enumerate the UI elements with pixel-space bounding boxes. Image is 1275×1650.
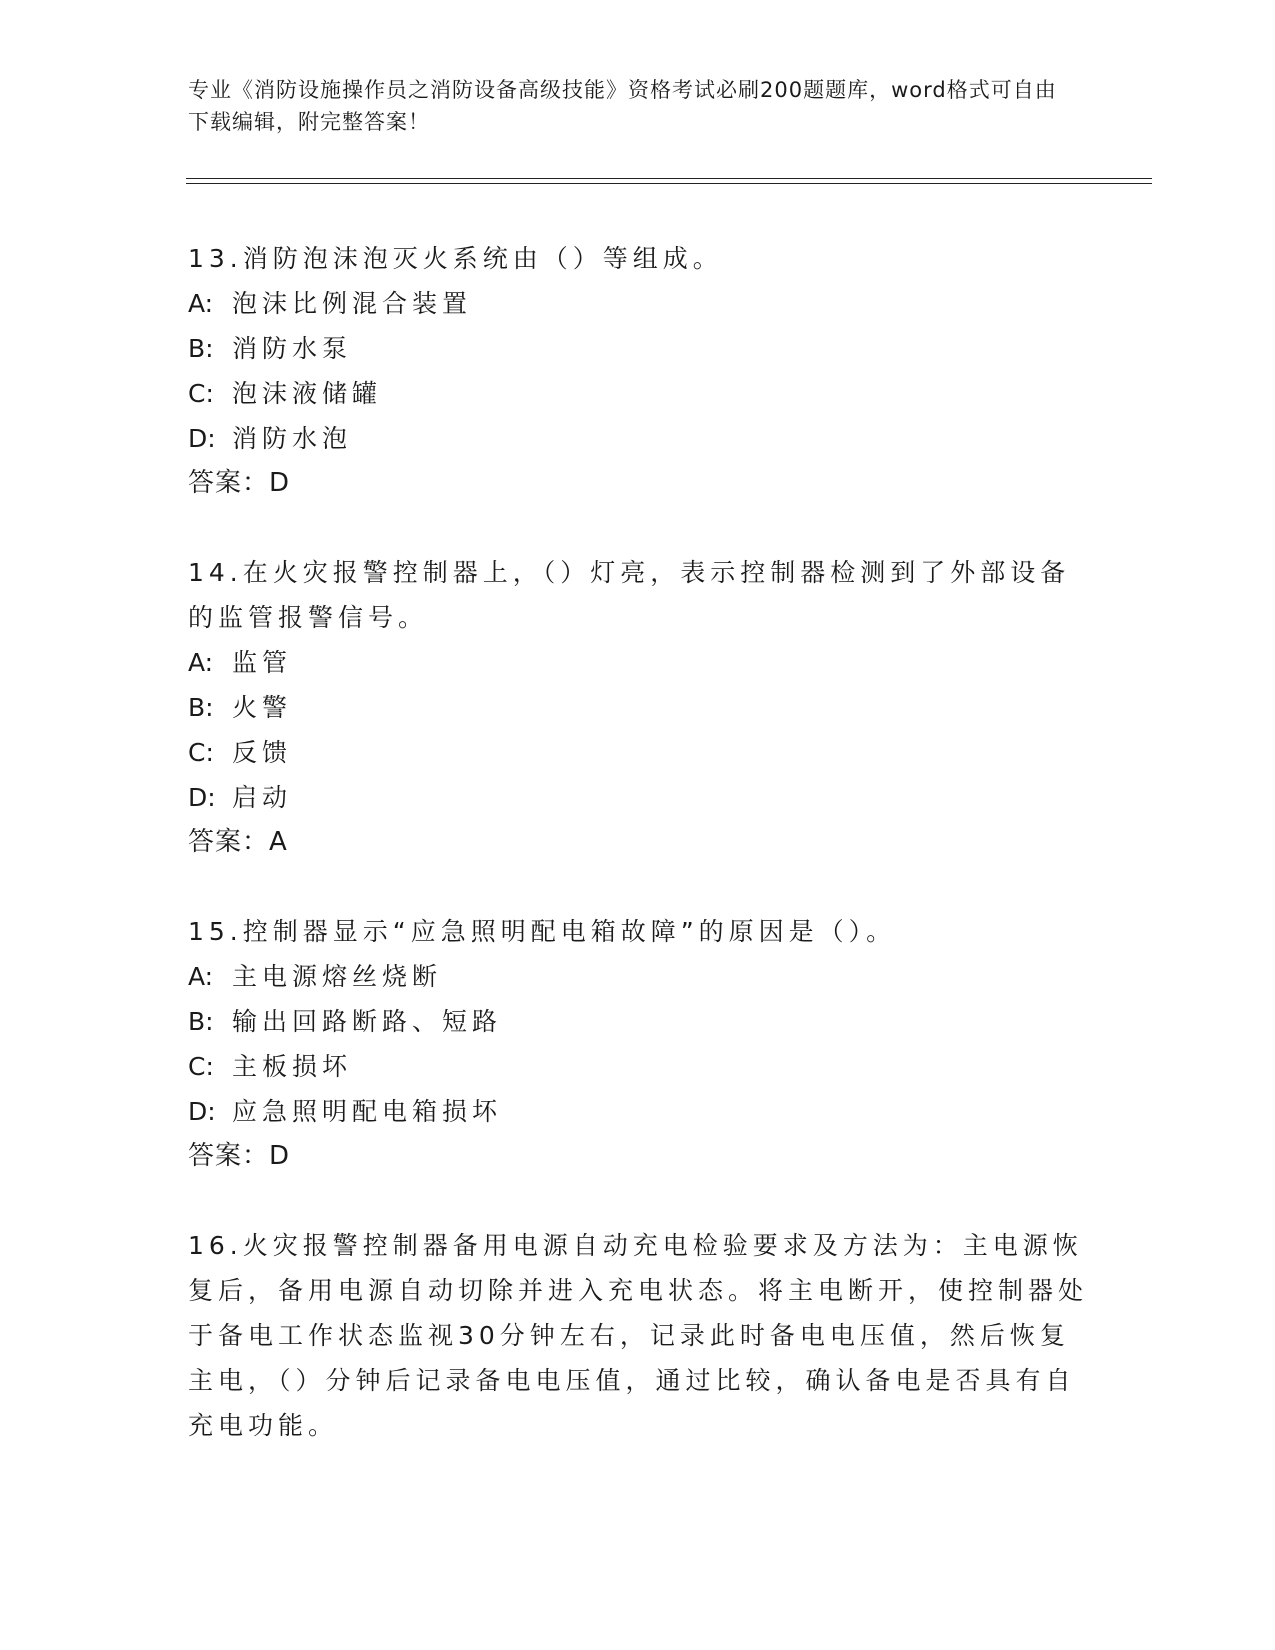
- option-text: 反馈: [232, 738, 293, 767]
- option-d: [188, 775, 1088, 820]
- option-c: [188, 730, 1088, 775]
- option-text: 泡沫液储罐: [232, 379, 383, 408]
- option-a: [188, 281, 1088, 326]
- answer-line: 答案：D: [188, 1141, 291, 1171]
- answer-line: 答案：A: [188, 827, 288, 857]
- option-text: 应急照明配电箱损坏: [232, 1097, 503, 1126]
- option-a: [188, 640, 1088, 685]
- question-stem: 16.火灾报警控制器备用电源自动充电检验要求及方法为：主电源恢复后，备用电源自动切除并进入充电状态。将主电断开，使控制器处于备电工作状态监视30分钟左右，记录此时备电电压值，然后恢复主电，（）分钟后记录备电电压值，通过比较，确认备电是否具有自充电功能。: [188, 1231, 1089, 1440]
- option-text: 泡沫比例混合装置: [232, 289, 473, 318]
- question-15: [188, 909, 1088, 1179]
- option-key: A:: [188, 289, 214, 318]
- option-text: 监管: [232, 648, 293, 677]
- option-key: B:: [188, 334, 214, 363]
- option-text: 主电源熔丝烧断: [232, 962, 443, 991]
- question-stem: 15.控制器显示“应急照明配电箱故障”的原因是（）。: [188, 917, 897, 946]
- option-key: B:: [188, 1007, 214, 1036]
- option-text: 输出回路断路、短路: [232, 1007, 503, 1036]
- option-d: [188, 1089, 1088, 1134]
- option-key: D:: [188, 783, 216, 812]
- option-key: A:: [188, 962, 214, 991]
- option-text: 主板损坏: [232, 1052, 353, 1081]
- question-16: [188, 1223, 1088, 1448]
- option-key: C:: [188, 1052, 214, 1081]
- document-intro: 专业《消防设施操作员之消防设备高级技能》资格考试必刷200题题库，word格式可自由下载编辑，附完整答案！: [188, 78, 1057, 134]
- option-d: [188, 416, 1088, 461]
- option-text: 火警: [232, 693, 293, 722]
- option-text: 启动: [232, 783, 293, 812]
- question-stem: 14.在火灾报警控制器上，（）灯亮，表示控制器检测到了外部设备的监管报警信号。: [188, 558, 1071, 632]
- header-divider-top: [186, 178, 1152, 179]
- option-c: [188, 371, 1088, 416]
- option-b: [188, 326, 1088, 371]
- option-key: D:: [188, 1097, 216, 1126]
- option-b: [188, 999, 1088, 1044]
- header-divider-bottom: [186, 183, 1152, 184]
- option-text: 消防水泡: [232, 424, 353, 453]
- option-text: 消防水泵: [232, 334, 353, 363]
- answer-line: 答案：D: [188, 468, 291, 498]
- option-a: [188, 954, 1088, 999]
- option-key: A:: [188, 648, 214, 677]
- question-stem: 13.消防泡沫泡灭火系统由（）等组成。: [188, 244, 723, 273]
- option-key: B:: [188, 693, 214, 722]
- option-b: [188, 685, 1088, 730]
- option-key: D:: [188, 424, 216, 453]
- option-key: C:: [188, 738, 214, 767]
- option-c: [188, 1044, 1088, 1089]
- question-13: [188, 236, 1088, 506]
- option-key: C:: [188, 379, 214, 408]
- question-14: [188, 550, 1088, 865]
- question-list: [188, 236, 1088, 1492]
